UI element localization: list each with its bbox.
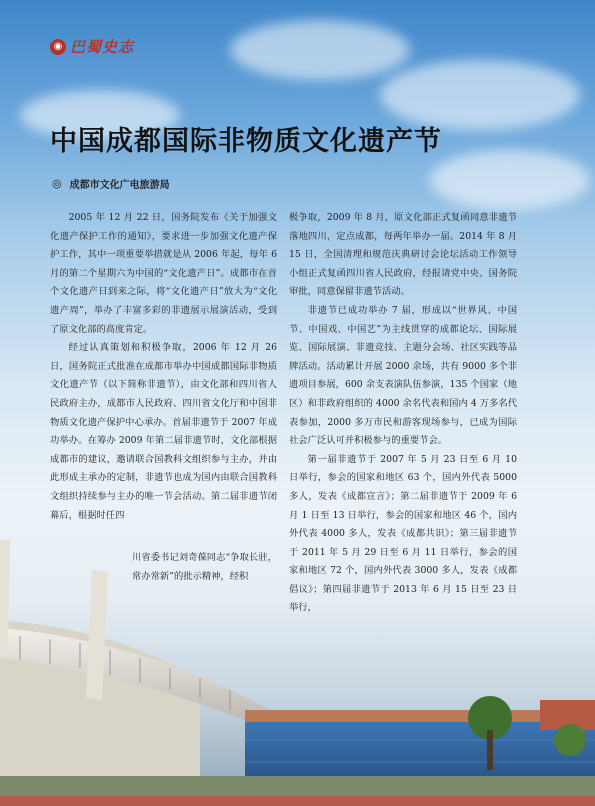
article-title: 中国成都国际非物质文化遗产节 [50, 126, 442, 157]
paragraph: 第一届非遗节于 2007 年 5 月 23 日至 6 月 10 日举行，参会的国家和地区 63 个，国内外代表 5000 多人，发表《成都宣言》；第二届非遗节于 2009 年 6 月 1 日至 13 日举行，参会的国家和地区 46 个，国内外代表 4000 多人，发表《成都共识》；第三届非遗节于 2011 年 5 月 29 日至 6 月 11 日举行，参会的国家和地区 72 个，国内外代表 3000 多人，发表《成都倡议》；第四届非遗节于 2013 年 6 月 15 日至 23 日举行， [289, 453, 517, 614]
author-name: 成都市文化广电旅游局 [69, 180, 170, 191]
paragraph: 非遗节已成功举办 7 届，形成以“世界风、中国节、中国戏、中国艺”为主线贯穿的成都论坛、国际展览、国际展演、非遗竞技、主题分会场、社区实践等品牌活动。活动累计开展 2000 余场，共有 9000 多个非遗项目参展，600 余支表演队伍参演，135 个国家（地区）和非政府组织的 4000 余名代表和国内 4 万多名代表参加，2000 多万市民和游客现场参与，已成为国际社会广泛认可并积极参与的重要节会。 [289, 304, 517, 447]
bullet-icon: ◎ [52, 177, 62, 190]
text-column-left [50, 209, 277, 525]
author-line [52, 176, 170, 191]
paragraph: 川省委书记刘奇葆同志“争取长驻，常办常新”的批示精神，经积 [132, 552, 277, 582]
paragraph: 2005 年 12 月 22 日，国务院发布《关于加强文化遗产保护工作的通知》，要求进一步加强文化遗产保护工作，其中一项重要举措就是从 2006 年起，每年 6 月的第二个星期六为中国的“文化遗产日”。成都市在首个文化遗产日到来之际，将“文化遗产日”放大为“文化遗产周”，举办了丰富多彩的非遗展示展演活动，受到了原文化部的高度肯定。 [50, 212, 277, 335]
paragraph: 经过认真策划和积极争取，2006 年 12 月 26 日，国务院正式批准在成都市举办中国成都国际非物质文化遗产节（以下简称非遗节），由文化部和四川省人民政府主办，成都市人民政府、四川省文化厅和中国非物质文化遗产保护中心承办。首届非遗节于 2007 年成功举办。在筹办 2009 年第二届非遗节时，文化部根据成都市的建议，邀请联合国教科文组织参与主办，并由此形成主承办的定制，非遗节也成为国内由联合国教科文组织持续参与主办的唯一节会活动。第二届非遗节闭幕后，根据时任四 [50, 342, 277, 521]
text-column-left-continued [132, 549, 277, 586]
cloud [430, 150, 590, 210]
seal-icon: ◉ [50, 39, 66, 55]
brand-text: 巴蜀史志 [70, 38, 135, 56]
text-column-right [289, 209, 517, 618]
cloud [230, 20, 410, 80]
magazine-logo [50, 36, 134, 57]
paragraph: 极争取，2009 年 8 月，原文化部正式复函同意非遗节落地四川，定点成都，每两年举办一届。2014 年 8 月 15 日，全国清理和规范庆典研讨会论坛活动工作领导小组正式复函四川省人民政府，经报请党中央、国务院审批，同意保留非遗节活动。 [289, 212, 517, 298]
